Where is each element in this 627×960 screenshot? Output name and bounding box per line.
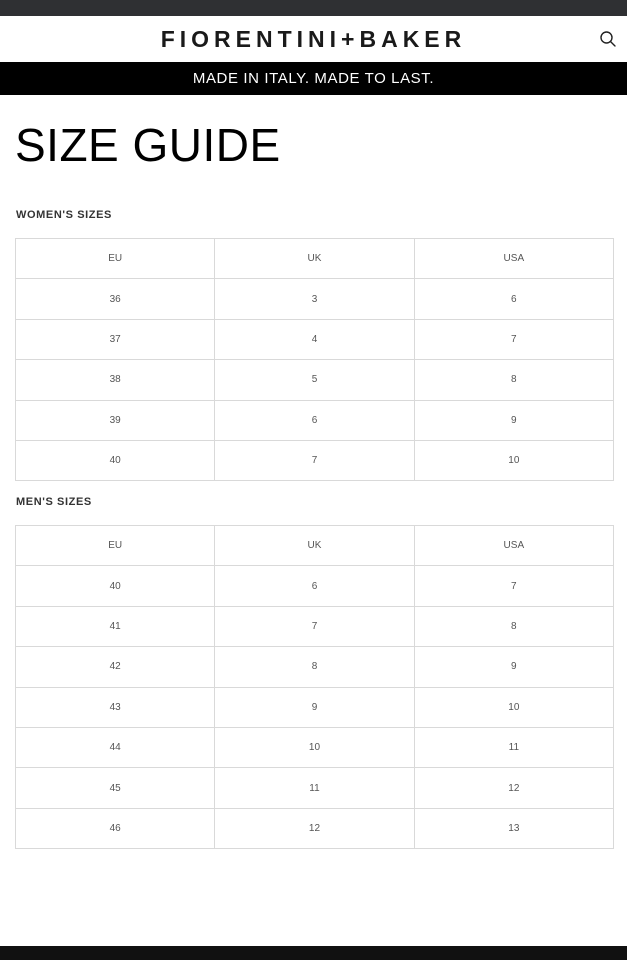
cell-usa: 11 [414, 727, 613, 767]
cell-eu: 45 [16, 768, 215, 808]
table-row [16, 808, 614, 848]
cell-usa: 7 [414, 566, 613, 606]
table-row [16, 319, 614, 359]
column-header-usa: USA [414, 239, 613, 279]
site-header [0, 16, 627, 62]
cell-usa: 6 [414, 279, 613, 319]
womens-sizes-title: WOMEN'S SIZES [16, 209, 112, 221]
mens-sizes-title: MEN'S SIZES [16, 496, 92, 508]
table-row [16, 566, 614, 606]
cell-eu: 38 [16, 360, 215, 400]
table-row [16, 400, 614, 440]
cell-eu: 44 [16, 727, 215, 767]
cell-uk: 11 [215, 768, 414, 808]
column-header-usa: USA [414, 526, 613, 566]
cell-eu: 46 [16, 808, 215, 848]
cell-usa: 7 [414, 319, 613, 359]
table-row [16, 768, 614, 808]
cell-usa: 13 [414, 808, 613, 848]
bottom-bar [0, 946, 627, 960]
table-header-row [16, 239, 614, 279]
cell-uk: 5 [215, 360, 414, 400]
cell-usa: 9 [414, 647, 613, 687]
column-header-eu: EU [16, 239, 215, 279]
cell-usa: 8 [414, 606, 613, 646]
search-button[interactable] [598, 29, 618, 49]
column-header-uk: UK [215, 239, 414, 279]
cell-eu: 41 [16, 606, 215, 646]
cell-uk: 12 [215, 808, 414, 848]
table-header-row [16, 526, 614, 566]
cell-usa: 10 [414, 687, 613, 727]
status-bar [0, 0, 627, 16]
mens-size-table [15, 525, 614, 849]
page-title: SIZE GUIDE [15, 119, 281, 171]
column-header-uk: UK [215, 526, 414, 566]
cell-uk: 9 [215, 687, 414, 727]
table-row [16, 440, 614, 480]
cell-eu: 39 [16, 400, 215, 440]
cell-uk: 8 [215, 647, 414, 687]
cell-eu: 36 [16, 279, 215, 319]
cell-eu: 37 [16, 319, 215, 359]
cell-eu: 42 [16, 647, 215, 687]
table-row [16, 687, 614, 727]
cell-eu: 43 [16, 687, 215, 727]
promo-banner: MADE IN ITALY. MADE TO LAST. [0, 62, 627, 95]
cell-uk: 7 [215, 606, 414, 646]
cell-uk: 10 [215, 727, 414, 767]
cell-eu: 40 [16, 440, 215, 480]
table-row [16, 727, 614, 767]
cell-uk: 3 [215, 279, 414, 319]
brand-logo[interactable]: FIORENTINI+BAKER [160, 26, 467, 52]
cell-usa: 8 [414, 360, 613, 400]
cell-uk: 6 [215, 400, 414, 440]
search-icon [598, 29, 618, 49]
table-row [16, 606, 614, 646]
cell-usa: 12 [414, 768, 613, 808]
table-row [16, 647, 614, 687]
cell-usa: 9 [414, 400, 613, 440]
womens-size-table [15, 238, 614, 481]
cell-eu: 40 [16, 566, 215, 606]
cell-uk: 4 [215, 319, 414, 359]
cell-usa: 10 [414, 440, 613, 480]
cell-uk: 6 [215, 566, 414, 606]
table-row [16, 360, 614, 400]
column-header-eu: EU [16, 526, 215, 566]
table-row [16, 279, 614, 319]
cell-uk: 7 [215, 440, 414, 480]
